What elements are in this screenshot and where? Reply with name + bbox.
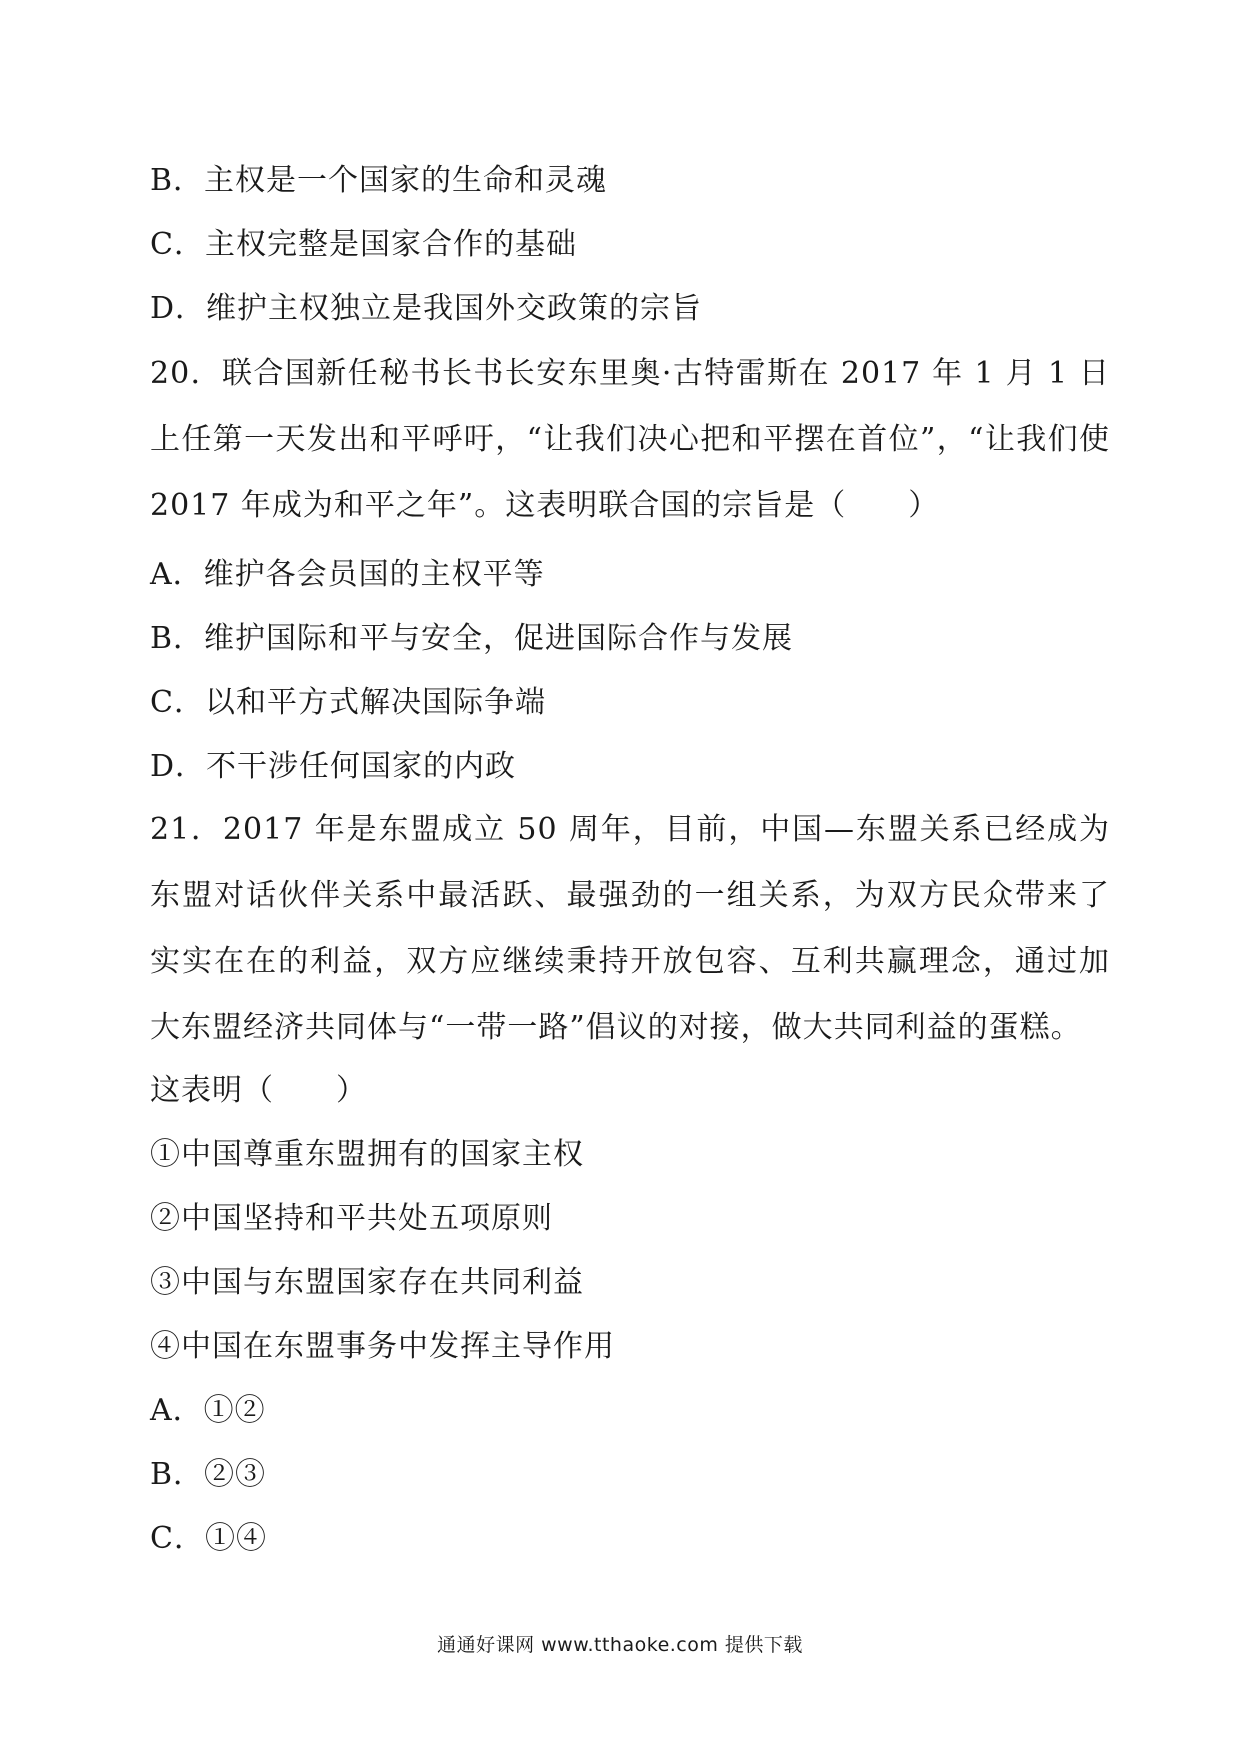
q21-stem: 21．2017 年是东盟成立 50 周年，目前，中国—东盟关系已经成为东盟对话伙伴关系中最活跃、最强劲的一组关系，为双方民众带来了实实在在的利益，双方应继续秉持开放包容、互利共赢理念，通过加大东盟经济共同体与“一带一路”倡议的对接，做大共同利益的蛋糕。 [150, 812, 1110, 1045]
q21-statement-2: ②中国坚持和平共处五项原则 [150, 1201, 553, 1236]
q21-option-c: C．①④ [150, 1521, 267, 1556]
q19-option-b: B．主权是一个国家的生命和灵魂 [150, 163, 608, 198]
q21-option-a: A．①② [150, 1393, 266, 1428]
q19-option-d: D．维护主权独立是我国外交政策的宗旨 [150, 291, 703, 326]
q19-option-c: C．主权完整是国家合作的基础 [150, 227, 577, 262]
q21-option-b: B．②③ [150, 1457, 267, 1492]
q20-option-a: A．维护各会员国的主权平等 [150, 557, 545, 592]
q20-option-c: C．以和平方式解决国际争端 [150, 685, 546, 720]
page-footer: 通通好课网 www.tthaoke.com 提供下载 [437, 1634, 803, 1656]
q20-option-b: B．维护国际和平与安全，促进国际合作与发展 [150, 621, 794, 656]
q21-statement-3: ③中国与东盟国家存在共同利益 [150, 1265, 584, 1300]
q21-statement-4: ④中国在东盟事务中发挥主导作用 [150, 1329, 615, 1364]
q21-stem-tail: 这表明（ ） [150, 1073, 367, 1108]
q20-option-d: D．不干涉任何国家的内政 [150, 749, 517, 784]
q21-statement-1: ①中国尊重东盟拥有的国家主权 [150, 1137, 584, 1172]
q20-stem: 20．联合国新任秘书长书长安东里奥·古特雷斯在 2017 年 1 月 1 日上任第一天发出和平呼吁，“让我们决心把和平摆在首位”，“让我们使 2017 年成为和平之年”。这表明联合国的宗旨是（ ） [150, 356, 1110, 523]
